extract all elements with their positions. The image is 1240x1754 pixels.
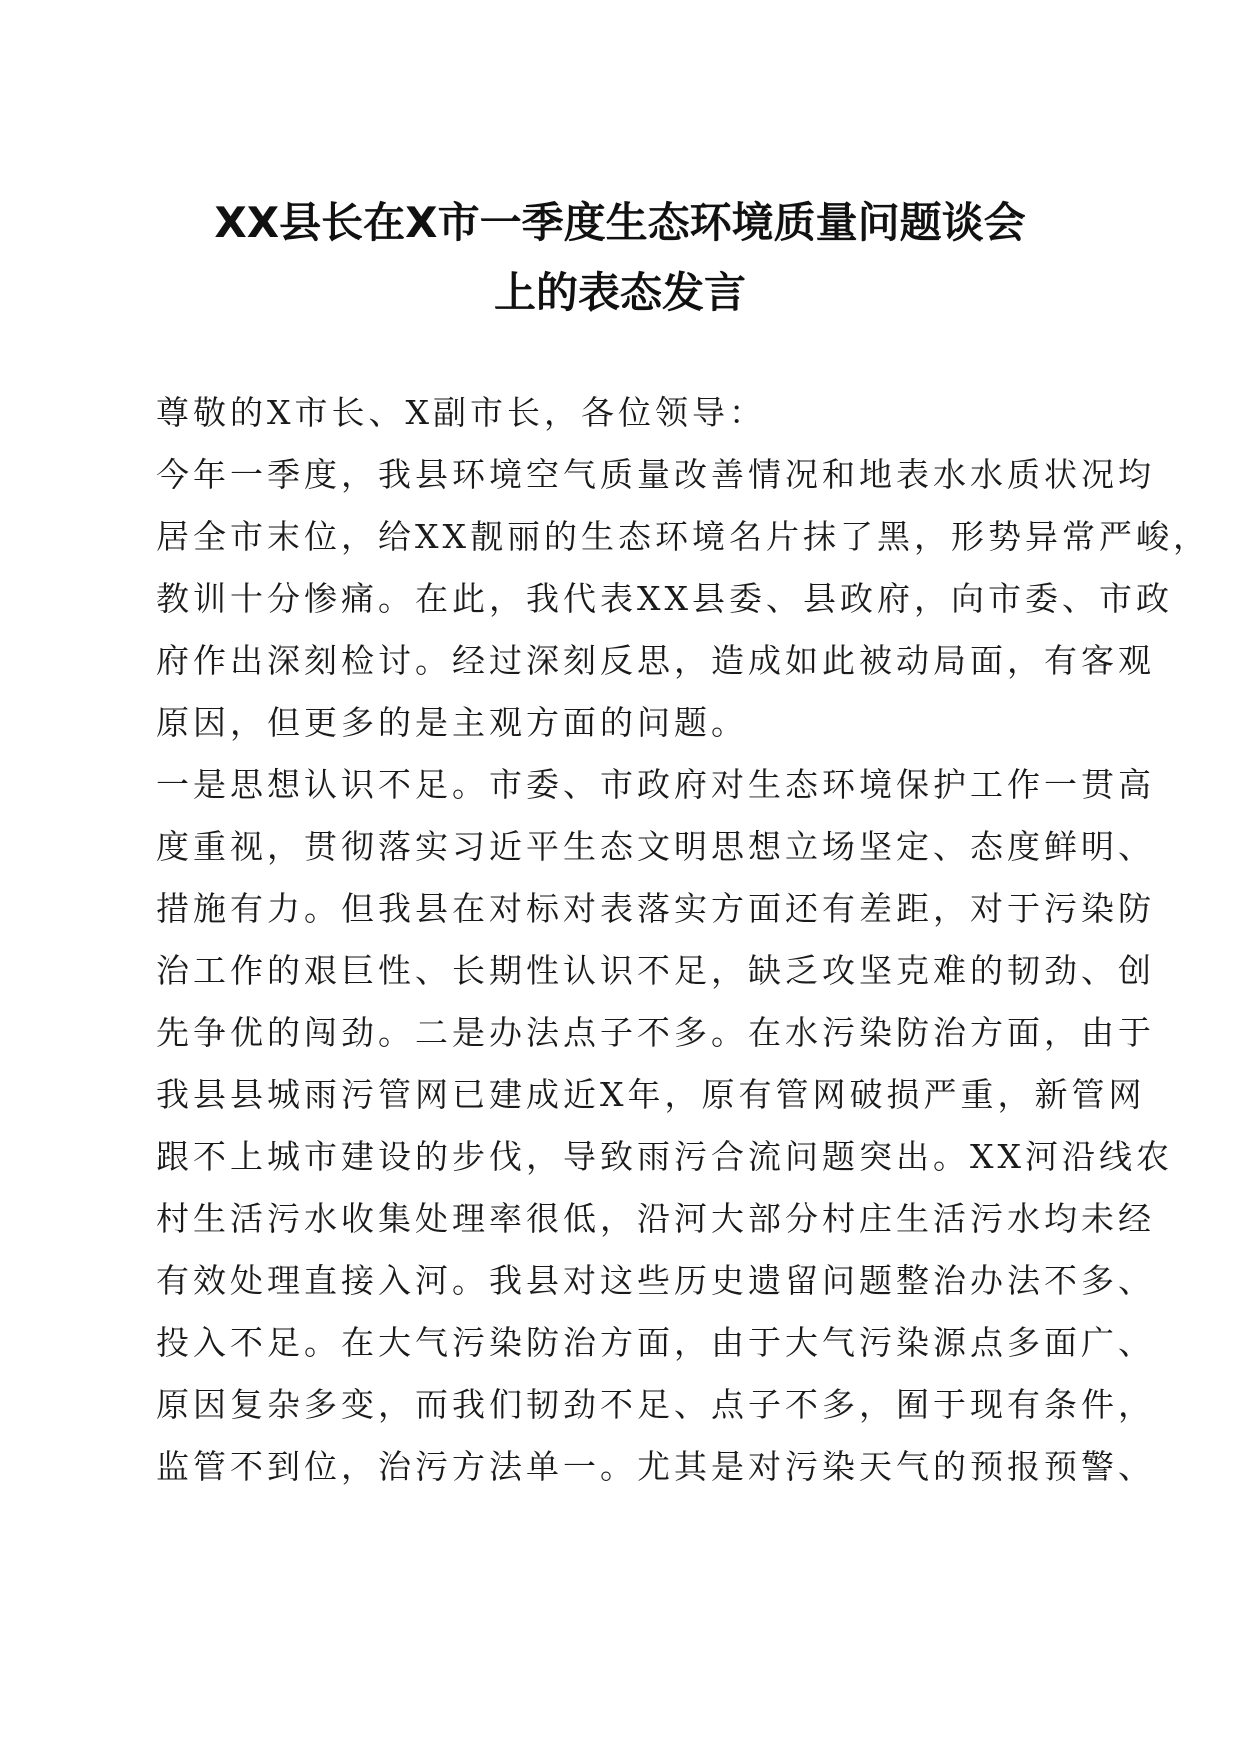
body-line: 度重视，贯彻落实习近平生态文明思想立场坚定、态度鲜明、 xyxy=(156,827,1155,866)
document-title xyxy=(140,188,1100,328)
body-line: 有效处理直接入河。我县对这些历史遗留问题整治办法不多、 xyxy=(156,1261,1155,1300)
body-line: 措施有力。但我县在对标对表落实方面还有差距，对于污染防 xyxy=(156,889,1155,928)
body-line: 一是思想认识不足。市委、市政府对生态环境保护工作一贯高 xyxy=(156,765,1155,804)
title-line-2: 上的表态发言 xyxy=(493,268,746,317)
body-line: 原因，但更多的是主观方面的问题。 xyxy=(156,703,748,742)
salutation-line: 尊敬的X市长、X副市长，各位领导： xyxy=(156,393,766,432)
title-line-1: XX县长在X市一季度生态环境质量问题谈会 xyxy=(214,198,1026,247)
body-line: 村生活污水收集处理率很低，沿河大部分村庄生活污水均未经 xyxy=(156,1199,1155,1238)
body-line: 先争优的闯劲。二是办法点子不多。在水污染防治方面，由于 xyxy=(156,1013,1155,1052)
body-line: 监管不到位，治污方法单一。尤其是对污染天气的预报预警、 xyxy=(156,1447,1155,1486)
body-line: 教训十分惨痛。在此，我代表XX县委、县政府，向市委、市政 xyxy=(156,579,1173,618)
body-line: 居全市末位，给XX靓丽的生态环境名片抹了黑，形势异常严峻， xyxy=(156,517,1210,556)
body-line: 原因复杂多变，而我们韧劲不足、点子不多，囿于现有条件， xyxy=(156,1385,1155,1424)
body-line: 跟不上城市建设的步伐，导致雨污合流问题突出。XX河沿线农 xyxy=(156,1137,1173,1176)
document-body xyxy=(156,382,1210,1498)
body-line: 府作出深刻检讨。经过深刻反思，造成如此被动局面，有客观 xyxy=(156,641,1155,680)
body-line: 今年一季度，我县环境空气质量改善情况和地表水水质状况均 xyxy=(156,455,1155,494)
body-line: 投入不足。在大气污染防治方面，由于大气污染源点多面广、 xyxy=(156,1323,1155,1362)
body-line: 治工作的艰巨性、长期性认识不足，缺乏攻坚克难的韧劲、创 xyxy=(156,951,1155,990)
body-line: 我县县城雨污管网已建成近X年，原有管网破损严重，新管网 xyxy=(156,1075,1146,1114)
